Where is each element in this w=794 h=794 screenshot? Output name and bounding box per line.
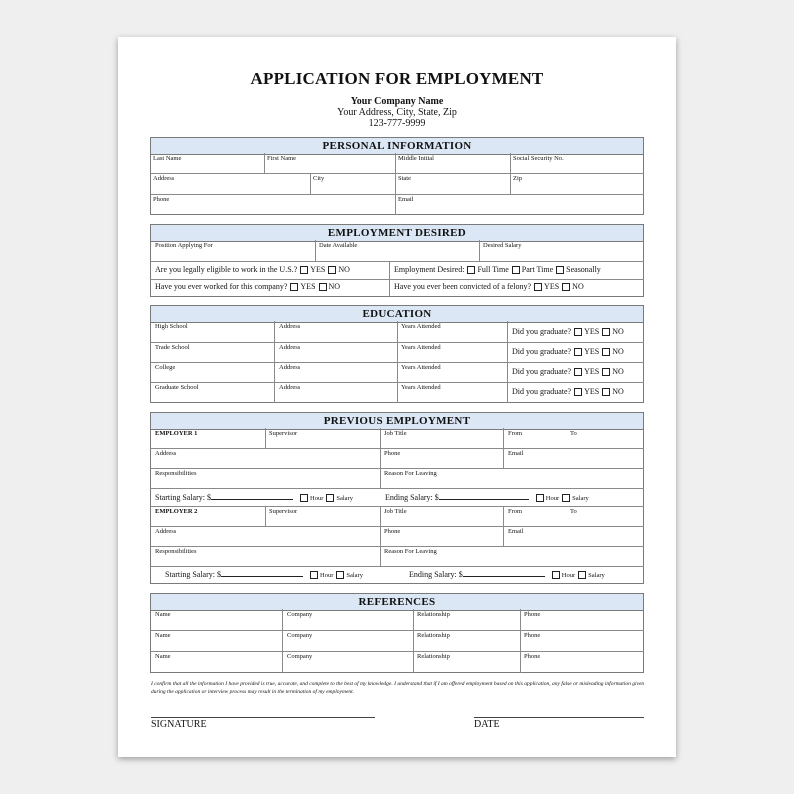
company-address: Your Address, City, State, Zip [337,107,457,118]
date-available-field[interactable]: Date Available [319,242,358,249]
starting-salary-field[interactable]: Starting Salary: $ Hour Salary [165,570,363,579]
employer-phone-field[interactable]: Phone [384,450,401,457]
last-name-field[interactable]: Last Name [153,155,182,162]
education-row-high-school[interactable]: High School [155,323,188,330]
graduate-no-checkbox[interactable] [602,388,610,396]
signature-line[interactable] [151,717,375,718]
hour-checkbox[interactable] [552,571,560,579]
reference-name-field[interactable]: Name [155,632,171,639]
hour-checkbox[interactable] [300,494,308,502]
reference-name-field[interactable]: Name [155,611,171,618]
city-field[interactable]: City [313,175,325,182]
responsibilities-field[interactable]: Responsibilities [155,548,197,555]
salary-checkbox[interactable] [562,494,570,502]
personal-information-section [150,137,644,215]
reference-company-field[interactable]: Company [287,632,313,639]
company-name: Your Company Name [350,96,444,107]
years-attended-field[interactable]: Years Attended [401,364,441,371]
seasonally-checkbox[interactable] [556,266,564,274]
felony-no-checkbox[interactable] [562,283,570,291]
education-address-field[interactable]: Address [279,323,301,330]
email-field[interactable]: Email [398,196,414,203]
education-row-graduate-school[interactable]: Graduate School [155,384,199,391]
education-address-field[interactable]: Address [279,384,301,391]
state-field[interactable]: State [398,175,411,182]
graduate-yes-checkbox[interactable] [574,348,582,356]
graduate-question: Did you graduate? YES NO [512,367,624,376]
from-field[interactable]: From [508,430,523,437]
date-line[interactable] [474,717,644,718]
confirmation-statement: I confirm that all the information I have provided is true, accurate, and complete to the best of my knowledge. I understand that if I am offered employment based on this application, any false or misleading information given during the application or interview process may result in the termination of my employment. [151,681,645,695]
reference-company-field[interactable]: Company [287,653,313,660]
graduate-no-checkbox[interactable] [602,328,610,336]
responsibilities-field[interactable]: Responsibilities [155,470,197,477]
employer-1-label: EMPLOYER 1 [155,430,198,437]
address-field[interactable]: Address [153,175,175,182]
eligible-no-checkbox[interactable] [328,266,336,274]
signature-label: SIGNATURE [151,719,207,730]
reference-phone-field[interactable]: Phone [524,611,541,618]
ending-salary-field[interactable]: Ending Salary: $ Hour Salary [409,570,605,579]
company-phone: 123-777-9999 [368,118,426,129]
graduate-question: Did you graduate? YES NO [512,347,624,356]
felony-question: Have you ever been convicted of a felony? YES NO [394,282,584,291]
eligible-yes-checkbox[interactable] [300,266,308,274]
graduate-yes-checkbox[interactable] [574,368,582,376]
section-header-personal: PERSONAL INFORMATION [151,138,643,155]
to-field[interactable]: To [570,508,577,515]
reference-phone-field[interactable]: Phone [524,632,541,639]
reason-for-leaving-field[interactable]: Reason For Leaving [384,548,437,555]
employment-type-question: Employment Desired: Full Time Part Time Seasonally [394,265,601,274]
desired-salary-field[interactable]: Desired Salary [483,242,522,249]
from-field[interactable]: From [508,508,523,515]
reference-relationship-field[interactable]: Relationship [417,611,450,618]
graduate-question: Did you graduate? YES NO [512,387,624,396]
ssn-field[interactable]: Social Security No. [513,155,564,162]
zip-field[interactable]: Zip [513,175,523,182]
eligible-question: Are you legally eligible to work in the U.S.? YES NO [155,265,350,274]
employer-email-field[interactable]: Email [508,450,524,457]
years-attended-field[interactable]: Years Attended [401,344,441,351]
job-title-field[interactable]: Job Title [384,430,407,437]
worked-no-checkbox[interactable] [319,283,327,291]
reference-phone-field[interactable]: Phone [524,653,541,660]
years-attended-field[interactable]: Years Attended [401,323,441,330]
section-header-education: EDUCATION [151,306,643,323]
graduate-yes-checkbox[interactable] [574,328,582,336]
hour-checkbox[interactable] [536,494,544,502]
reason-for-leaving-field[interactable]: Reason For Leaving [384,470,437,477]
supervisor-field[interactable]: Supervisor [269,508,298,515]
full-time-checkbox[interactable] [467,266,475,274]
phone-field[interactable]: Phone [153,196,170,203]
starting-salary-field[interactable]: Starting Salary: $ Hour Salary [155,493,353,502]
section-header-employment-desired: EMPLOYMENT DESIRED [151,225,643,242]
supervisor-field[interactable]: Supervisor [269,430,298,437]
education-address-field[interactable]: Address [279,364,301,371]
position-field[interactable]: Position Applying For [155,242,213,249]
ending-salary-field[interactable]: Ending Salary: $ Hour Salary [385,493,589,502]
job-title-field[interactable]: Job Title [384,508,407,515]
references-section [150,593,644,673]
graduate-yes-checkbox[interactable] [574,388,582,396]
worked-before-question: Have you ever worked for this company? YES NO [155,282,341,291]
felony-yes-checkbox[interactable] [534,283,542,291]
graduate-no-checkbox[interactable] [602,348,610,356]
graduate-question: Did you graduate? YES NO [512,327,624,336]
reference-name-field[interactable]: Name [155,653,171,660]
worked-yes-checkbox[interactable] [290,283,298,291]
form-title: APPLICATION FOR EMPLOYMENT [250,69,544,88]
employer-address-field[interactable]: Address [155,528,177,535]
reference-relationship-field[interactable]: Relationship [417,653,450,660]
years-attended-field[interactable]: Years Attended [401,384,441,391]
reference-relationship-field[interactable]: Relationship [417,632,450,639]
date-label: DATE [474,719,500,730]
education-address-field[interactable]: Address [279,344,301,351]
employer-address-field[interactable]: Address [155,450,177,457]
salary-checkbox[interactable] [578,571,586,579]
salary-checkbox[interactable] [336,571,344,579]
to-field[interactable]: To [570,430,577,437]
education-row-trade-school[interactable]: Trade School [155,344,190,351]
part-time-checkbox[interactable] [512,266,520,274]
hour-checkbox[interactable] [310,571,318,579]
section-header-previous-employment: PREVIOUS EMPLOYMENT [151,413,643,430]
education-row-college[interactable]: College [155,364,176,371]
middle-initial-field[interactable]: Middle Initial [398,155,434,162]
employer-2-label: EMPLOYER 2 [155,508,198,515]
employer-email-field[interactable]: Email [508,528,524,535]
graduate-no-checkbox[interactable] [602,368,610,376]
first-name-field[interactable]: First Name [267,155,297,162]
reference-company-field[interactable]: Company [287,611,313,618]
employer-phone-field[interactable]: Phone [384,528,401,535]
section-header-references: REFERENCES [151,594,643,611]
salary-checkbox[interactable] [326,494,334,502]
